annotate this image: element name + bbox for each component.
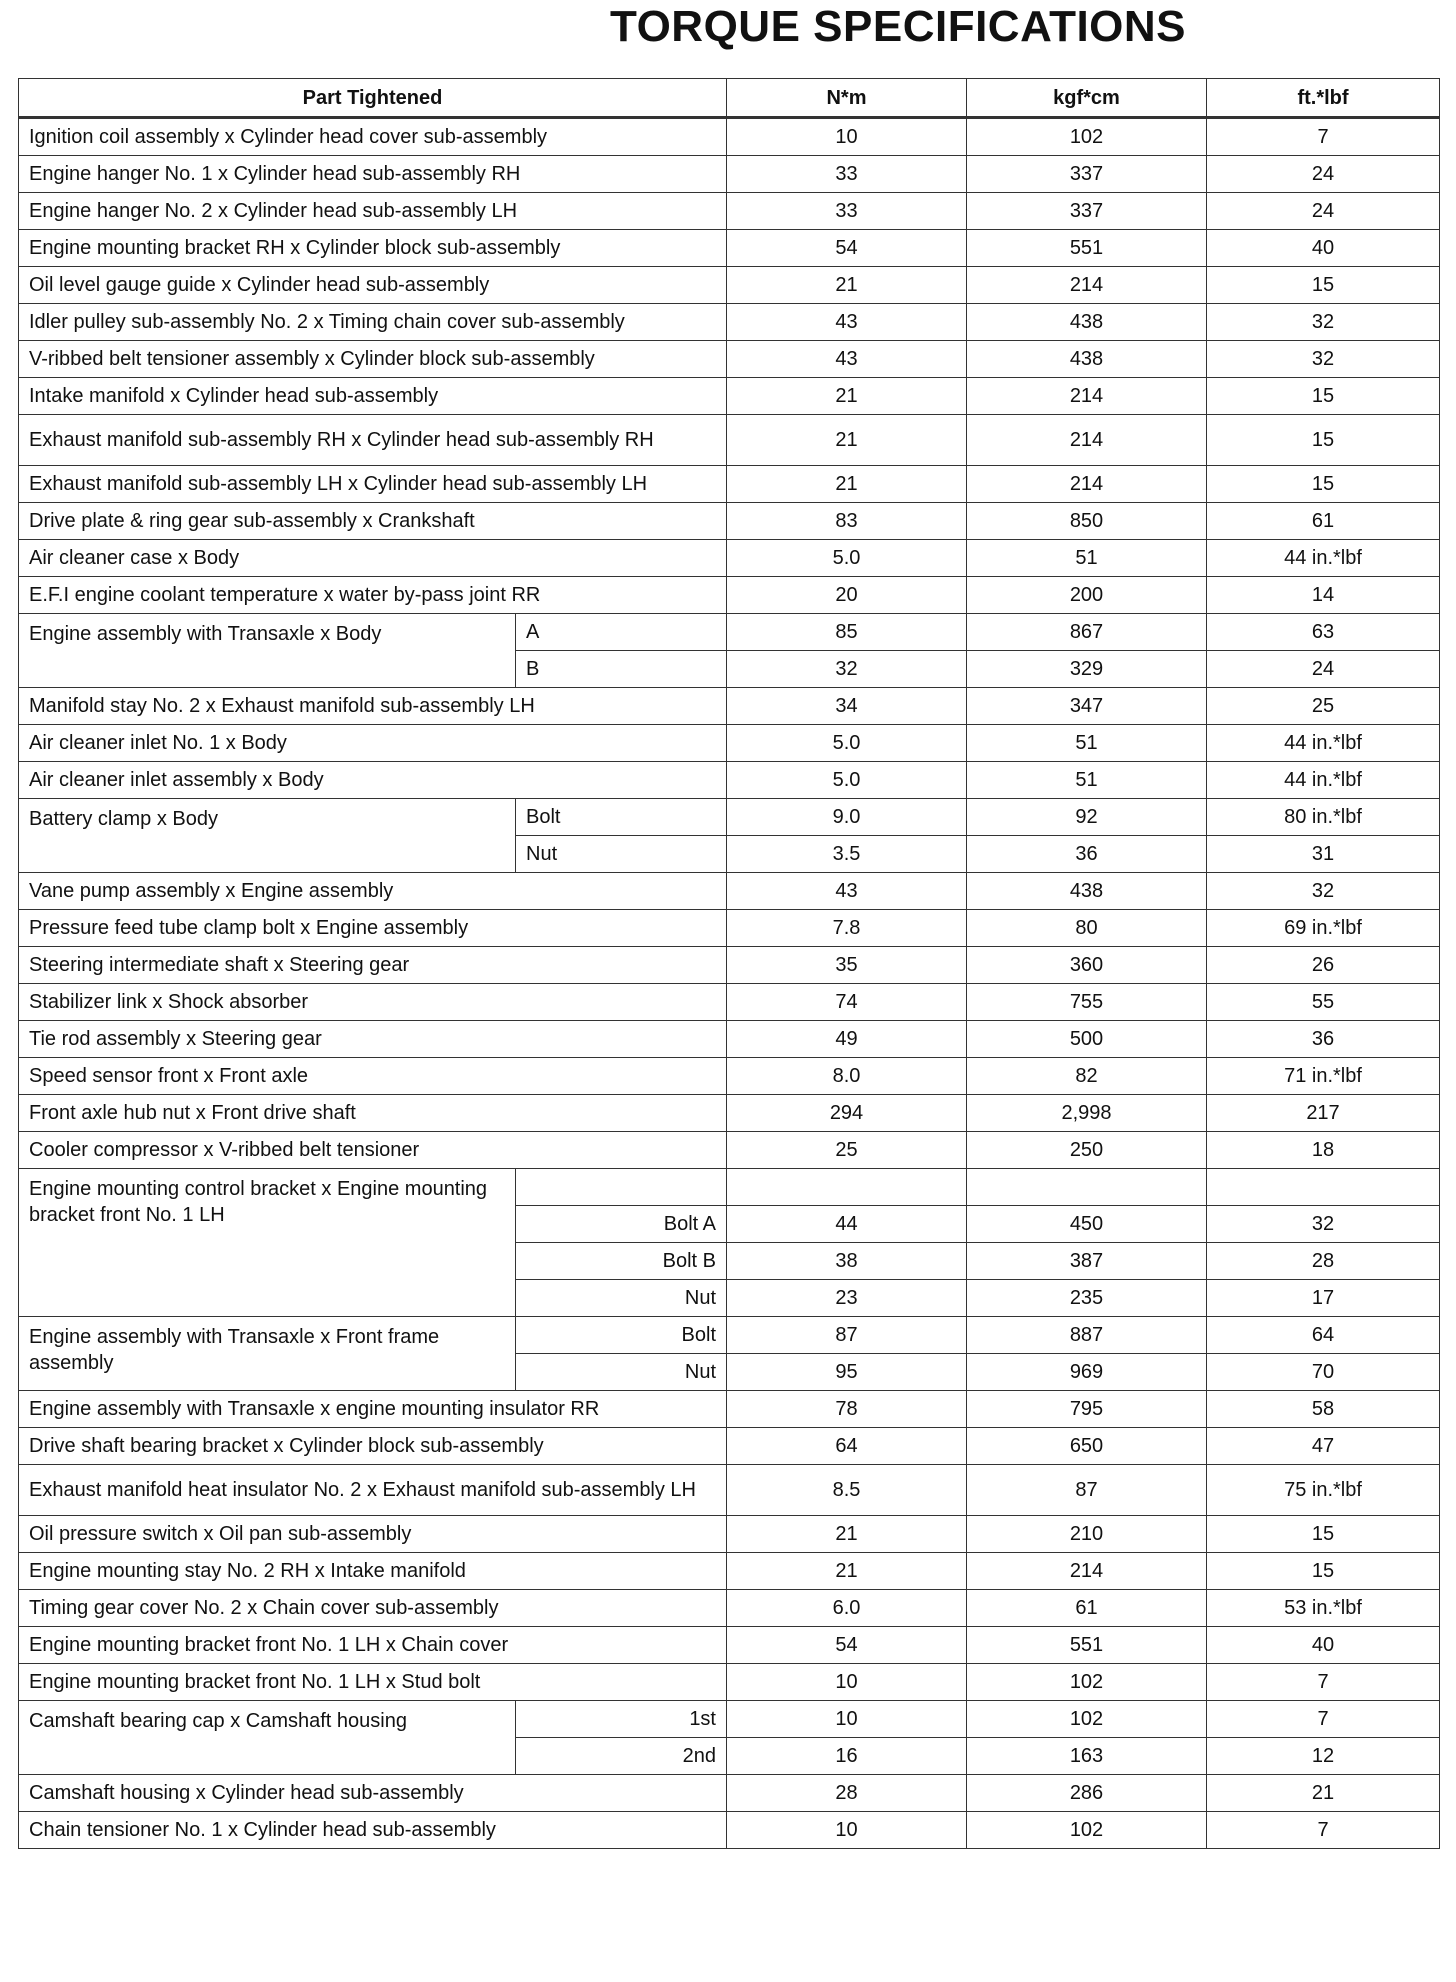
table-row [19,1021,1440,1058]
nm-cell: 54 [727,230,967,267]
part-cell: Camshaft bearing cap x Camshaft housing [19,1701,516,1775]
ft-cell: 61 [1207,503,1440,540]
part-cell: Engine assembly with Transaxle x Front frame assembly [19,1317,516,1391]
part-cell: Engine hanger No. 1 x Cylinder head sub-assembly RH [19,156,727,193]
nm-cell: 43 [727,341,967,378]
part-cell: Manifold stay No. 2 x Exhaust manifold sub-assembly LH [19,688,727,725]
sub-label-cell: A [516,614,727,651]
ft-cell: 15 [1207,378,1440,415]
sub-label-cell: Bolt A [516,1206,727,1243]
part-cell: V-ribbed belt tensioner assembly x Cylinder block sub-assembly [19,341,727,378]
kgf-cell: 360 [967,947,1207,984]
ft-cell: 36 [1207,1021,1440,1058]
kgf-cell: 102 [967,118,1207,156]
ft-cell: 12 [1207,1738,1440,1775]
table-body [19,118,1440,1849]
kgf-cell: 329 [967,651,1207,688]
nm-cell: 35 [727,947,967,984]
part-cell: Engine mounting stay No. 2 RH x Intake manifold [19,1553,727,1590]
kgf-cell: 387 [967,1243,1207,1280]
nm-cell: 38 [727,1243,967,1280]
table-row [19,378,1440,415]
part-cell: Speed sensor front x Front axle [19,1058,727,1095]
ft-cell: 40 [1207,230,1440,267]
nm-cell: 78 [727,1391,967,1428]
ft-cell: 14 [1207,577,1440,614]
ft-cell: 7 [1207,1812,1440,1849]
nm-cell: 74 [727,984,967,1021]
table-row [19,1775,1440,1812]
kgf-cell: 82 [967,1058,1207,1095]
ft-cell: 44 in.*lbf [1207,725,1440,762]
ft-cell: 32 [1207,1206,1440,1243]
kgf-cell: 337 [967,193,1207,230]
nm-cell: 5.0 [727,540,967,577]
nm-cell: 10 [727,1664,967,1701]
kgf-cell: 650 [967,1428,1207,1465]
part-cell: Exhaust manifold heat insulator No. 2 x Exhaust manifold sub-assembly LH [19,1465,727,1516]
part-cell: Engine mounting control bracket x Engine mounting bracket front No. 1 LH [19,1169,516,1317]
table-row [19,577,1440,614]
sub-label-cell: Bolt [516,799,727,836]
part-cell: Ignition coil assembly x Cylinder head cover sub-assembly [19,118,727,156]
ft-cell: 40 [1207,1627,1440,1664]
part-cell: Engine assembly with Transaxle x Body [19,614,516,688]
kgf-cell: 214 [967,415,1207,466]
part-cell: Drive plate & ring gear sub-assembly x Crankshaft [19,503,727,540]
ft-cell: 15 [1207,1553,1440,1590]
sub-label-cell: B [516,651,727,688]
table-row [19,1058,1440,1095]
table-row [19,156,1440,193]
part-cell: Tie rod assembly x Steering gear [19,1021,727,1058]
kgf-cell: 450 [967,1206,1207,1243]
ft-cell: 7 [1207,118,1440,156]
table-row [19,725,1440,762]
table-row [19,304,1440,341]
nm-cell: 21 [727,378,967,415]
torque-spec-table [18,78,1440,1849]
part-cell: Intake manifold x Cylinder head sub-assembly [19,378,727,415]
sub-label-cell: Bolt B [516,1243,727,1280]
ft-cell: 7 [1207,1664,1440,1701]
ft-cell: 31 [1207,836,1440,873]
ft-cell: 80 in.*lbf [1207,799,1440,836]
part-cell: Oil level gauge guide x Cylinder head sub-assembly [19,267,727,304]
nm-cell: 21 [727,466,967,503]
nm-cell: 25 [727,1132,967,1169]
sub-label-cell: Bolt [516,1317,727,1354]
table-row [19,614,1440,651]
header-nm: N*m [727,79,967,118]
part-cell: Chain tensioner No. 1 x Cylinder head sub-assembly [19,1812,727,1849]
sub-label-cell: 2nd [516,1738,727,1775]
nm-cell: 95 [727,1354,967,1391]
ft-cell: 15 [1207,415,1440,466]
nm-cell: 43 [727,873,967,910]
ft-cell: 7 [1207,1701,1440,1738]
kgf-cell [967,1169,1207,1206]
table-row [19,1095,1440,1132]
nm-cell [727,1169,967,1206]
kgf-cell: 102 [967,1701,1207,1738]
kgf-cell: 51 [967,540,1207,577]
header-part: Part Tightened [19,79,727,118]
nm-cell: 21 [727,267,967,304]
ft-cell: 15 [1207,267,1440,304]
nm-cell: 7.8 [727,910,967,947]
header-ft: ft.*lbf [1207,79,1440,118]
ft-cell: 44 in.*lbf [1207,540,1440,577]
kgf-cell: 969 [967,1354,1207,1391]
nm-cell: 5.0 [727,725,967,762]
part-cell: Drive shaft bearing bracket x Cylinder block sub-assembly [19,1428,727,1465]
nm-cell: 21 [727,1553,967,1590]
table-row [19,873,1440,910]
part-cell: Front axle hub nut x Front drive shaft [19,1095,727,1132]
kgf-cell: 438 [967,873,1207,910]
kgf-cell: 214 [967,378,1207,415]
ft-cell: 32 [1207,873,1440,910]
page-title-bar [0,0,1456,60]
part-cell: Exhaust manifold sub-assembly RH x Cylinder head sub-assembly RH [19,415,727,466]
table-row [19,1391,1440,1428]
part-cell: Engine mounting bracket front No. 1 LH x Stud bolt [19,1664,727,1701]
part-cell: Steering intermediate shaft x Steering gear [19,947,727,984]
nm-cell: 10 [727,118,967,156]
part-cell: Cooler compressor x V-ribbed belt tensioner [19,1132,727,1169]
table-row [19,503,1440,540]
nm-cell: 8.5 [727,1465,967,1516]
part-cell: Engine mounting bracket RH x Cylinder block sub-assembly [19,230,727,267]
part-cell: Air cleaner inlet assembly x Body [19,762,727,799]
kgf-cell: 214 [967,466,1207,503]
kgf-cell: 250 [967,1132,1207,1169]
sub-label-cell: Nut [516,1280,727,1317]
table-row [19,1132,1440,1169]
ft-cell: 44 in.*lbf [1207,762,1440,799]
kgf-cell: 61 [967,1590,1207,1627]
table-row [19,230,1440,267]
table-row [19,1812,1440,1849]
ft-cell: 53 in.*lbf [1207,1590,1440,1627]
nm-cell: 294 [727,1095,967,1132]
ft-cell: 63 [1207,614,1440,651]
table-row [19,466,1440,503]
table-row [19,762,1440,799]
table-row [19,1553,1440,1590]
nm-cell: 20 [727,577,967,614]
kgf-cell: 51 [967,762,1207,799]
part-cell: Air cleaner case x Body [19,540,727,577]
part-cell: Stabilizer link x Shock absorber [19,984,727,1021]
table-row [19,1317,1440,1354]
ft-cell: 24 [1207,651,1440,688]
table-row [19,984,1440,1021]
ft-cell: 25 [1207,688,1440,725]
nm-cell: 5.0 [727,762,967,799]
nm-cell: 21 [727,415,967,466]
part-cell: Pressure feed tube clamp bolt x Engine assembly [19,910,727,947]
kgf-cell: 850 [967,503,1207,540]
kgf-cell: 102 [967,1664,1207,1701]
part-cell: E.F.I engine coolant temperature x water by-pass joint RR [19,577,727,614]
table-row [19,341,1440,378]
table-row [19,118,1440,156]
kgf-cell: 500 [967,1021,1207,1058]
ft-cell: 64 [1207,1317,1440,1354]
part-cell: Battery clamp x Body [19,799,516,873]
part-cell: Camshaft housing x Cylinder head sub-assembly [19,1775,727,1812]
kgf-cell: 200 [967,577,1207,614]
table-row [19,1516,1440,1553]
table-row [19,540,1440,577]
kgf-cell: 867 [967,614,1207,651]
nm-cell: 33 [727,156,967,193]
ft-cell: 17 [1207,1280,1440,1317]
table-row [19,947,1440,984]
nm-cell: 9.0 [727,799,967,836]
ft-cell: 15 [1207,1516,1440,1553]
kgf-cell: 214 [967,1553,1207,1590]
part-cell: Air cleaner inlet No. 1 x Body [19,725,727,762]
kgf-cell: 286 [967,1775,1207,1812]
table-row [19,1627,1440,1664]
table-row [19,1169,1440,1206]
sub-label-cell [516,1169,727,1206]
nm-cell: 44 [727,1206,967,1243]
ft-cell: 15 [1207,466,1440,503]
ft-cell: 217 [1207,1095,1440,1132]
sub-label-cell: Nut [516,1354,727,1391]
kgf-cell: 337 [967,156,1207,193]
ft-cell: 21 [1207,1775,1440,1812]
header-row [19,79,1440,118]
header-kgf: kgf*cm [967,79,1207,118]
nm-cell: 16 [727,1738,967,1775]
ft-cell: 55 [1207,984,1440,1021]
table-row [19,1428,1440,1465]
kgf-cell: 551 [967,1627,1207,1664]
ft-cell: 47 [1207,1428,1440,1465]
table-row [19,267,1440,304]
kgf-cell: 755 [967,984,1207,1021]
part-cell: Timing gear cover No. 2 x Chain cover sub-assembly [19,1590,727,1627]
nm-cell: 23 [727,1280,967,1317]
ft-cell: 71 in.*lbf [1207,1058,1440,1095]
nm-cell: 34 [727,688,967,725]
ft-cell: 24 [1207,156,1440,193]
nm-cell: 3.5 [727,836,967,873]
kgf-cell: 102 [967,1812,1207,1849]
kgf-cell: 87 [967,1465,1207,1516]
ft-cell: 32 [1207,341,1440,378]
page-title: TORQUE SPECIFICATIONS [610,2,1187,51]
part-cell: Oil pressure switch x Oil pan sub-assembly [19,1516,727,1553]
part-cell: Engine mounting bracket front No. 1 LH x Chain cover [19,1627,727,1664]
ft-cell: 26 [1207,947,1440,984]
table-row [19,415,1440,466]
nm-cell: 85 [727,614,967,651]
ft-cell: 32 [1207,304,1440,341]
part-cell: Engine hanger No. 2 x Cylinder head sub-assembly LH [19,193,727,230]
table-row [19,910,1440,947]
table-row [19,688,1440,725]
kgf-cell: 551 [967,230,1207,267]
kgf-cell: 235 [967,1280,1207,1317]
nm-cell: 10 [727,1812,967,1849]
nm-cell: 32 [727,651,967,688]
kgf-cell: 795 [967,1391,1207,1428]
table-row [19,799,1440,836]
ft-cell: 69 in.*lbf [1207,910,1440,947]
nm-cell: 8.0 [727,1058,967,1095]
table-row [19,1590,1440,1627]
kgf-cell: 163 [967,1738,1207,1775]
nm-cell: 43 [727,304,967,341]
part-cell: Idler pulley sub-assembly No. 2 x Timing chain cover sub-assembly [19,304,727,341]
nm-cell: 87 [727,1317,967,1354]
kgf-cell: 887 [967,1317,1207,1354]
ft-cell: 28 [1207,1243,1440,1280]
kgf-cell: 438 [967,341,1207,378]
nm-cell: 21 [727,1516,967,1553]
kgf-cell: 438 [967,304,1207,341]
kgf-cell: 51 [967,725,1207,762]
sub-label-cell: 1st [516,1701,727,1738]
kgf-cell: 214 [967,267,1207,304]
part-cell: Engine assembly with Transaxle x engine mounting insulator RR [19,1391,727,1428]
kgf-cell: 80 [967,910,1207,947]
ft-cell: 58 [1207,1391,1440,1428]
nm-cell: 6.0 [727,1590,967,1627]
nm-cell: 28 [727,1775,967,1812]
part-cell: Vane pump assembly x Engine assembly [19,873,727,910]
kgf-cell: 210 [967,1516,1207,1553]
kgf-cell: 2,998 [967,1095,1207,1132]
nm-cell: 10 [727,1701,967,1738]
part-cell: Exhaust manifold sub-assembly LH x Cylinder head sub-assembly LH [19,466,727,503]
ft-cell: 18 [1207,1132,1440,1169]
table-row [19,1465,1440,1516]
nm-cell: 64 [727,1428,967,1465]
ft-cell: 70 [1207,1354,1440,1391]
table-row [19,1701,1440,1738]
ft-cell [1207,1169,1440,1206]
nm-cell: 54 [727,1627,967,1664]
nm-cell: 83 [727,503,967,540]
kgf-cell: 347 [967,688,1207,725]
ft-cell: 75 in.*lbf [1207,1465,1440,1516]
nm-cell: 49 [727,1021,967,1058]
nm-cell: 33 [727,193,967,230]
ft-cell: 24 [1207,193,1440,230]
table-row [19,1664,1440,1701]
kgf-cell: 36 [967,836,1207,873]
table-row [19,193,1440,230]
kgf-cell: 92 [967,799,1207,836]
sub-label-cell: Nut [516,836,727,873]
